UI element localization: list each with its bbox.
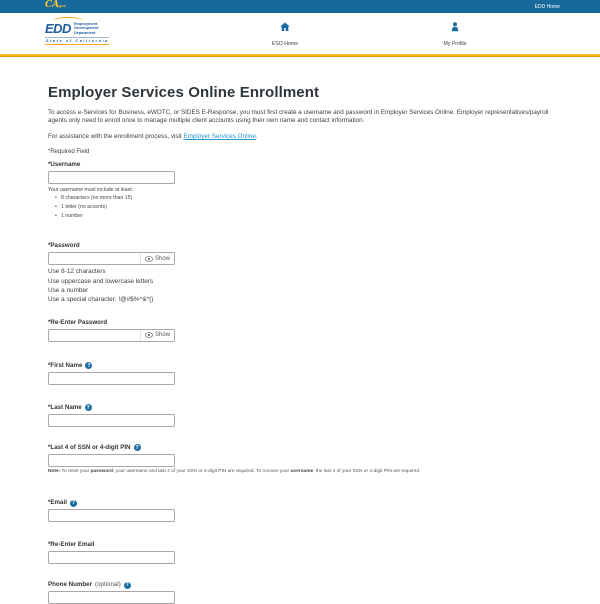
edd-dept-line-1: Employment — [73, 20, 98, 26]
ssn-note-text: To reset your — [60, 468, 91, 474]
password-requirements — [48, 267, 552, 304]
phone-group — [48, 581, 552, 604]
ssn-pin-label: *Last 4 of SSN or 4-digit PIN — [48, 443, 131, 451]
nav-my-profile[interactable] — [420, 20, 490, 47]
password-requirement: Use 8-12 characters — [48, 268, 106, 276]
password-group — [48, 242, 552, 304]
first-name-label: *First Name — [48, 361, 83, 369]
ssn-pin-help-icon[interactable]: ? — [135, 444, 139, 451]
phone-optional-label: (optional) — [95, 581, 121, 589]
first-name-group — [48, 362, 552, 385]
ssn-pin-note — [48, 469, 552, 476]
eye-icon — [145, 332, 153, 338]
password-requirement: Use a special character: !@#$%^&*() — [48, 296, 154, 304]
page-title: Employer Services Online Enrollment — [48, 84, 320, 101]
ssn-pin-group — [48, 444, 552, 476]
ssn-note-text: , the last 4 of your SSN or 4-digit PIN are required. — [313, 468, 421, 474]
site-header — [0, 13, 600, 54]
edd-tagline: State of California — [45, 37, 109, 46]
ssn-note-text: , your username and last 4 of your SSN or 4-digit PIN are required. To recover your — [112, 468, 291, 474]
edd-home-link[interactable]: EDD Home — [534, 3, 560, 10]
person-icon — [449, 20, 461, 32]
username-group — [48, 161, 552, 220]
edd-department-lines — [74, 22, 98, 36]
reenter-password-show-toggle[interactable] — [140, 330, 174, 341]
ssn-pin-input[interactable] — [48, 454, 175, 467]
edd-acronym: EDD — [45, 20, 71, 36]
edd-logo[interactable] — [45, 17, 109, 45]
ca-gov-logo-text: CA — [45, 0, 60, 10]
last-name-help-icon[interactable]: ? — [86, 404, 90, 411]
last-name-group — [48, 404, 552, 427]
password-show-label: Show — [154, 255, 170, 262]
email-group — [48, 499, 552, 522]
username-hint-title: Your username must include at least: — [48, 187, 134, 194]
nav-eso-home-label: ESO Home — [271, 41, 299, 47]
utility-bar — [0, 0, 600, 13]
password-requirement: Use uppercase and lowercase letters — [48, 277, 154, 285]
first-name-input[interactable] — [48, 372, 175, 385]
employer-services-online-link[interactable]: Employer Services Online — [183, 133, 256, 141]
last-name-label: *Last Name — [48, 403, 82, 411]
ssn-note-bold-username: username — [290, 468, 314, 474]
reenter-password-group — [48, 319, 552, 342]
username-requirement: • 1 number — [61, 213, 552, 220]
required-field-note: *Required Field — [48, 149, 90, 156]
password-show-toggle[interactable] — [140, 253, 174, 264]
nav-eso-home[interactable] — [250, 20, 320, 47]
assistance-line — [48, 133, 552, 141]
home-icon — [279, 20, 291, 32]
password-input[interactable] — [49, 253, 140, 264]
edd-dept-line-2: Development — [73, 25, 99, 31]
reenter-email-input[interactable] — [48, 551, 175, 564]
eye-icon — [145, 256, 153, 262]
phone-help-icon[interactable]: ? — [125, 582, 129, 589]
email-input[interactable] — [48, 509, 175, 522]
assistance-suffix: . — [255, 133, 258, 141]
reenter-password-show-label: Show — [154, 332, 170, 339]
username-requirements-list — [48, 195, 552, 220]
username-input[interactable] — [48, 171, 175, 184]
ca-gov-logo-suffix: .gov — [57, 4, 67, 8]
main-content — [0, 57, 600, 604]
password-field — [48, 252, 175, 265]
reenter-email-group — [48, 541, 552, 564]
reenter-password-field — [48, 329, 175, 342]
reenter-password-label: *Re-Enter Password — [48, 318, 108, 326]
first-name-help-icon[interactable]: ? — [87, 362, 91, 369]
password-label: *Password — [48, 242, 80, 250]
intro-paragraph: To access e-Services for Business, eWOTC, or SIDES E-Response, you must first create a username and password in Employer Services Online. Employer representatives/payroll agents only need to enroll once to manage multiple client accounts using their own name and contact information. — [48, 108, 549, 124]
username-requirement: • 8 characters (no more than 15) — [61, 195, 552, 202]
ssn-note-label: Note: — [48, 468, 61, 474]
password-requirement: Use a number — [48, 286, 89, 294]
ca-gov-logo[interactable] — [45, 0, 66, 12]
username-label: *Username — [48, 161, 81, 169]
phone-input[interactable] — [48, 591, 175, 604]
username-requirement: • 1 letter (no accents) — [61, 204, 552, 211]
email-help-icon[interactable]: ? — [71, 500, 75, 507]
phone-label: Phone Number — [48, 581, 93, 589]
ssn-note-bold-password: password — [90, 468, 113, 474]
email-label: *Email — [48, 499, 67, 507]
last-name-input[interactable] — [48, 414, 175, 427]
reenter-email-label: *Re-Enter Email — [48, 541, 95, 549]
edd-dept-line-3: Department — [73, 29, 96, 35]
reenter-password-input[interactable] — [49, 330, 140, 341]
assistance-text: For assistance with the enrollment process, visit — [48, 133, 184, 141]
nav-my-profile-label: My Profile — [443, 41, 467, 47]
